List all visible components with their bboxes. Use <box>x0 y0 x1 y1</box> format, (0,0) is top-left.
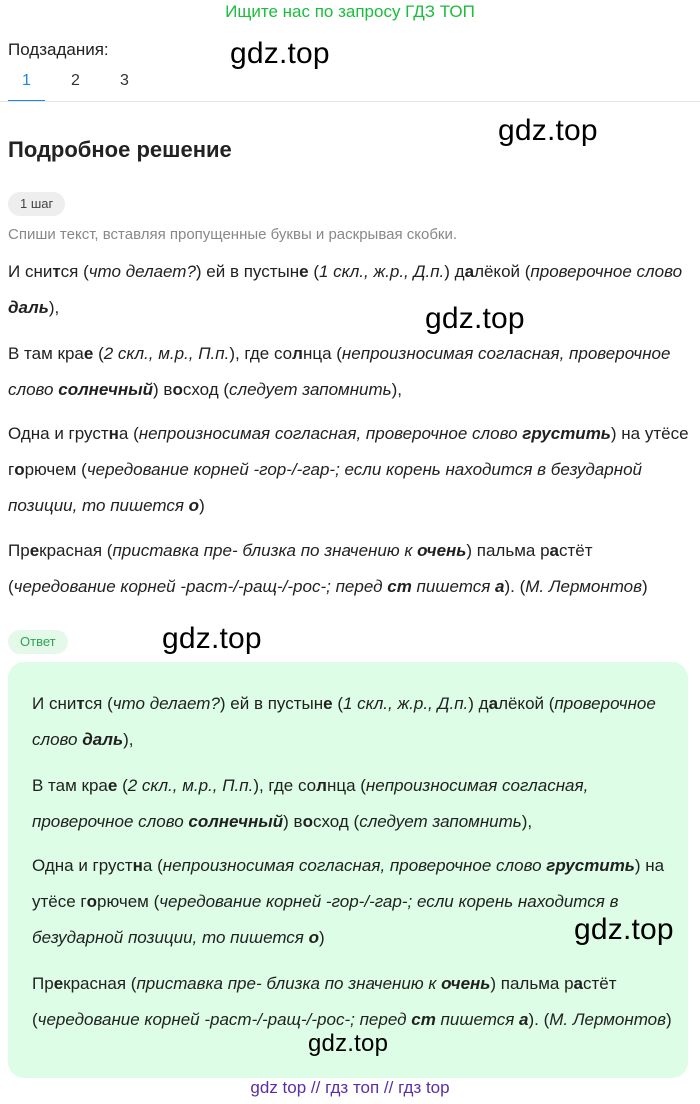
answer-paragraph-4: Прекрасная (приставка пре- близка по значению к очень) пальма растёт (чередование корней -раст-/-ращ-/-рос-; перед ст пишется а). (М. Лермонтов) <box>32 974 672 1029</box>
watermark-2: gdz.top <box>498 114 598 147</box>
subtasks-label: Подзадания: <box>8 40 109 59</box>
tab-subtask-3[interactable]: 3 <box>120 72 129 89</box>
watermark-4: gdz.top <box>162 622 262 655</box>
step-badge: 1 шаг <box>8 192 65 216</box>
watermark-6: gdz.top <box>308 1030 389 1057</box>
tab-subtask-1[interactable]: 1 <box>8 70 45 102</box>
answer-paragraph-2: В там крае (2 скл., м.р., П.п.), где солнца (непроизносимая согласная, проверочное слово солнечный) восход (следует запомнить), <box>32 776 589 831</box>
footer-links: gdz top // гдз топ // гдз top <box>250 1078 450 1097</box>
solution-paragraph-3: Одна и грустна (непроизносимая согласная, проверочное слово грустить) на утёсе горючем (чередование корней -гор-/-гар-; если корень находится в безударной позиции, то пишется о) <box>8 424 689 515</box>
answer-badge: Ответ <box>8 630 68 654</box>
watermark-1: gdz.top <box>230 37 330 70</box>
watermark-5: gdz.top <box>574 913 674 946</box>
tab-subtask-2[interactable]: 2 <box>71 72 80 89</box>
answer-paragraph-1: И снится (что делает?) ей в пустыне (1 скл., ж.р., Д.п.) далёкой (проверочное слово даль), <box>32 694 656 749</box>
watermark-3: gdz.top <box>425 302 525 335</box>
solution-paragraph-4: Прекрасная (приставка пре- близка по значению к очень) пальма растёт (чередование корней -раст-/-ращ-/-рос-; перед ст пишется а). (М. Лермонтов) <box>8 541 648 596</box>
tabs-divider <box>0 101 700 102</box>
solution-paragraph-1: И снится (что делает?) ей в пустыне (1 скл., ж.р., Д.п.) далёкой (проверочное слово даль), <box>8 262 683 317</box>
answer-box <box>8 662 688 1078</box>
section-title: Подробное решение <box>8 137 232 162</box>
search-banner: Ищите нас по запросу ГДЗ ТОП <box>225 2 475 21</box>
subtask-tabs <box>8 70 155 102</box>
solution-paragraph-2: В там крае (2 скл., м.р., П.п.), где солнца (непроизносимая согласная, проверочное слово солнечный) восход (следует запомнить), <box>8 344 671 399</box>
task-instruction: Спиши текст, вставляя пропущенные буквы и раскрывая скобки. <box>8 226 458 243</box>
answer-paragraph-3: Одна и грустна (непроизносимая согласная, проверочное слово грустить) на утёсе горючем (чередование корней -гор-/-гар-; если корень находится в безударной позиции, то пишется о) <box>32 856 665 947</box>
